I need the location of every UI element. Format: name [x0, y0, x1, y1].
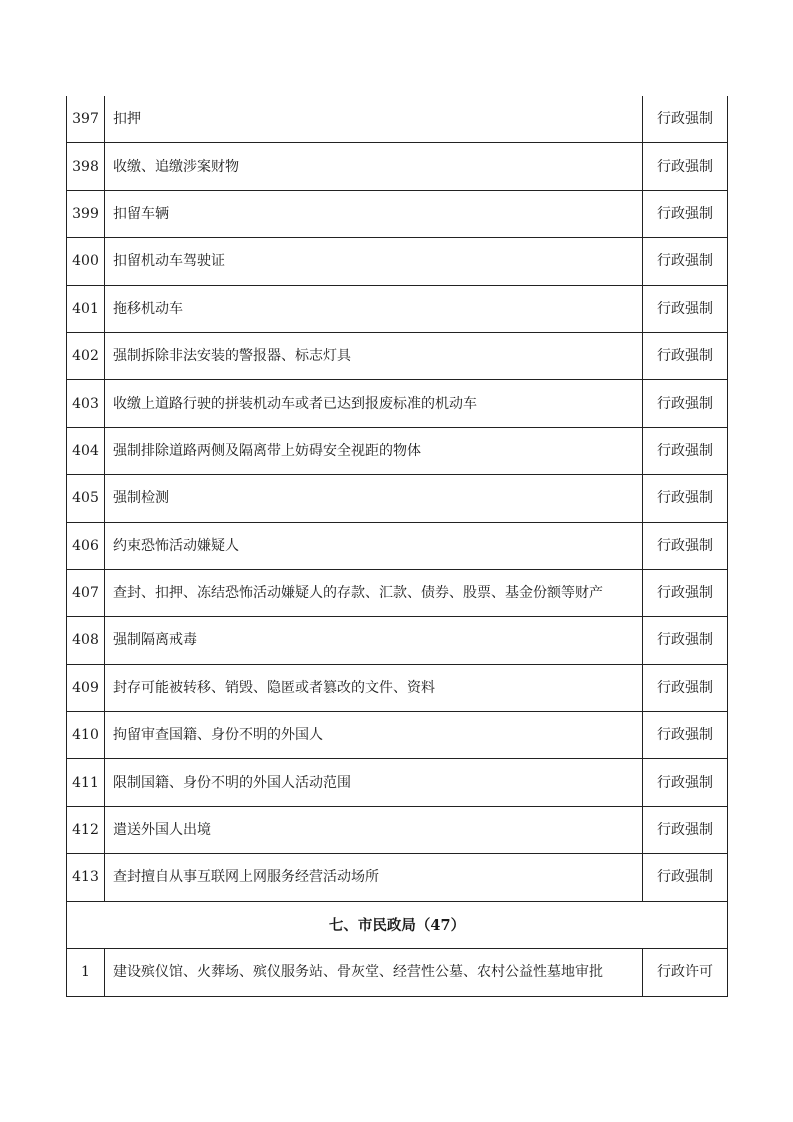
table-row [66, 143, 728, 190]
table-row [66, 475, 728, 522]
item-name: 强制检测 [105, 475, 643, 521]
row-number: 412 [67, 807, 105, 853]
section-heading: 七、市民政局（47） [66, 902, 728, 949]
item-name: 扣留车辆 [105, 191, 643, 237]
table-row [66, 191, 728, 238]
item-name: 遣送外国人出境 [105, 807, 643, 853]
item-name: 强制隔离戒毒 [105, 617, 643, 663]
power-type: 行政强制 [657, 205, 713, 222]
item-name: 建设殡仪馆、火葬场、殡仪服务站、骨灰堂、经营性公墓、农村公益性墓地审批 [105, 949, 643, 996]
table-row [66, 238, 728, 285]
table-row [66, 570, 728, 617]
item-name: 扣留机动车驾驶证 [105, 238, 643, 284]
row-number: 406 [67, 523, 105, 569]
item-name: 扣押 [105, 96, 643, 142]
power-type: 行政强制 [657, 395, 713, 412]
item-name: 强制排除道路两侧及隔离带上妨碍安全视距的物体 [105, 428, 643, 474]
power-list-table [66, 96, 728, 997]
power-type: 行政强制 [657, 774, 713, 791]
power-type: 行政强制 [657, 822, 713, 839]
table-row [66, 286, 728, 333]
row-number: 397 [67, 96, 105, 142]
power-type: 行政强制 [657, 442, 713, 459]
table-row [66, 428, 728, 475]
item-name: 拘留审查国籍、身份不明的外国人 [105, 712, 643, 758]
power-type: 行政强制 [657, 348, 713, 365]
power-type: 行政强制 [657, 490, 713, 507]
power-type: 行政强制 [657, 253, 713, 270]
item-name: 收缴、追缴涉案财物 [105, 143, 643, 189]
row-number: 405 [67, 475, 105, 521]
row-number: 407 [67, 570, 105, 616]
table-row [66, 96, 728, 143]
power-type: 行政强制 [657, 537, 713, 554]
table-row [66, 759, 728, 806]
row-number: 402 [67, 333, 105, 379]
row-number: 398 [67, 143, 105, 189]
power-type: 行政强制 [657, 111, 713, 128]
item-name: 收缴上道路行驶的拼装机动车或者已达到报废标准的机动车 [105, 380, 643, 426]
power-type: 行政强制 [657, 679, 713, 696]
table-row [66, 617, 728, 664]
power-type: 行政强制 [657, 632, 713, 649]
table-row [66, 854, 728, 901]
row-number: 401 [67, 286, 105, 332]
power-type: 行政强制 [657, 869, 713, 886]
row-number: 411 [67, 759, 105, 805]
item-name: 查封擅自从事互联网上网服务经营活动场所 [105, 854, 643, 900]
item-name: 约束恐怖活动嫌疑人 [105, 523, 643, 569]
item-name: 强制拆除非法安装的警报器、标志灯具 [105, 333, 643, 379]
row-number: 404 [67, 428, 105, 474]
table-row [66, 665, 728, 712]
table-row [66, 523, 728, 570]
power-type: 行政许可 [657, 964, 713, 981]
item-name: 拖移机动车 [105, 286, 643, 332]
row-number: 403 [67, 380, 105, 426]
table-row [66, 807, 728, 854]
item-name: 查封、扣押、冻结恐怖活动嫌疑人的存款、汇款、债券、股票、基金份额等财产 [105, 570, 643, 616]
item-name: 限制国籍、身份不明的外国人活动范围 [105, 759, 643, 805]
power-type: 行政强制 [657, 585, 713, 602]
row-number: 1 [67, 949, 105, 996]
power-type: 行政强制 [657, 727, 713, 744]
row-number: 413 [67, 854, 105, 900]
table-row [66, 333, 728, 380]
row-number: 399 [67, 191, 105, 237]
row-number: 400 [67, 238, 105, 284]
row-number: 409 [67, 665, 105, 711]
table-row [66, 712, 728, 759]
row-number: 410 [67, 712, 105, 758]
power-type: 行政强制 [657, 158, 713, 175]
table-row [66, 949, 728, 997]
row-number: 408 [67, 617, 105, 663]
table-row [66, 380, 728, 427]
rows-container [66, 96, 728, 902]
item-name: 封存可能被转移、销毁、隐匿或者篡改的文件、资料 [105, 665, 643, 711]
power-type: 行政强制 [657, 300, 713, 317]
